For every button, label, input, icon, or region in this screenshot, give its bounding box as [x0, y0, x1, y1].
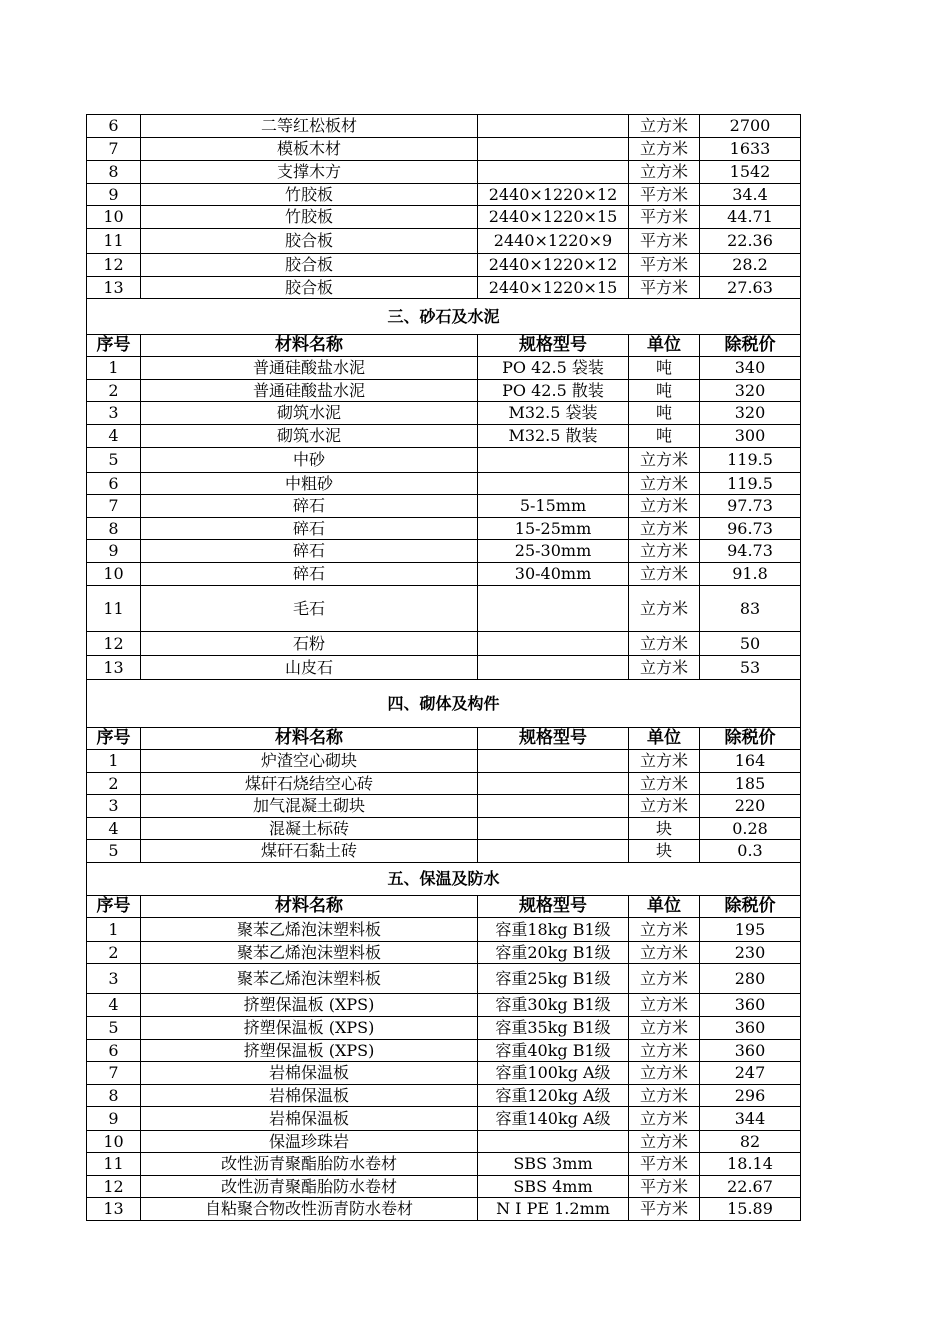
table-row: [87, 656, 801, 680]
cell-name: 岩棉保温板: [141, 1107, 478, 1131]
table-row: [87, 161, 801, 184]
cell-no: 6: [87, 473, 141, 495]
column-header-row: [87, 335, 801, 357]
cell-name: 中砂: [141, 448, 478, 473]
table-row: [87, 357, 801, 380]
table-row: [87, 229, 801, 254]
cell-price: 0.3: [700, 840, 801, 863]
cell-spec: [478, 473, 629, 495]
cell-name: 碎石: [141, 495, 478, 518]
cell-spec: 容重35kg B1级: [478, 1017, 629, 1040]
cell-unit: 平方米: [629, 1153, 700, 1176]
cell-price: 91.8: [700, 563, 801, 586]
cell-name: 胶合板: [141, 254, 478, 277]
table-row: [87, 750, 801, 773]
cell-name: 毛石: [141, 586, 478, 632]
column-header-no: 序号: [87, 335, 141, 357]
cell-no: 3: [87, 964, 141, 994]
table-row: [87, 1131, 801, 1153]
cell-name: 保温珍珠岩: [141, 1131, 478, 1153]
cell-price: 1542: [700, 161, 801, 184]
cell-price: 296: [700, 1085, 801, 1107]
cell-name: 混凝土标砖: [141, 818, 478, 840]
cell-name: 山皮石: [141, 656, 478, 680]
cell-no: 9: [87, 540, 141, 563]
cell-no: 13: [87, 656, 141, 680]
cell-no: 8: [87, 518, 141, 540]
cell-unit: 立方米: [629, 656, 700, 680]
cell-price: 360: [700, 1017, 801, 1040]
cell-name: 岩棉保温板: [141, 1085, 478, 1107]
column-header-row: [87, 896, 801, 918]
table-row: [87, 918, 801, 942]
column-header-unit: 单位: [629, 728, 700, 750]
cell-spec: 容重100kg A级: [478, 1062, 629, 1085]
cell-name: 普通硅酸盐水泥: [141, 357, 478, 380]
cell-price: 27.63: [700, 277, 801, 299]
table-row: [87, 184, 801, 206]
table-row: [87, 115, 801, 138]
table-row: [87, 473, 801, 495]
cell-name: 聚苯乙烯泡沫塑料板: [141, 964, 478, 994]
column-header-name: 材料名称: [141, 896, 478, 918]
cell-name: 改性沥青聚酯胎防水卷材: [141, 1153, 478, 1176]
cell-unit: 立方米: [629, 161, 700, 184]
cell-no: 11: [87, 586, 141, 632]
cell-no: 7: [87, 138, 141, 161]
material-price-table: [86, 114, 801, 1221]
cell-price: 247: [700, 1062, 801, 1085]
column-header-price: 除税价: [700, 335, 801, 357]
column-header-price: 除税价: [700, 728, 801, 750]
cell-no: 13: [87, 277, 141, 299]
cell-spec: 15-25mm: [478, 518, 629, 540]
section-title-row: [87, 299, 801, 335]
cell-unit: 立方米: [629, 632, 700, 656]
cell-unit: 平方米: [629, 277, 700, 299]
cell-no: 1: [87, 750, 141, 773]
cell-unit: 立方米: [629, 138, 700, 161]
cell-spec: [478, 656, 629, 680]
cell-price: 344: [700, 1107, 801, 1131]
cell-name: 挤塑保温板 (XPS): [141, 994, 478, 1017]
cell-no: 1: [87, 918, 141, 942]
cell-name: 自粘聚合物改性沥青防水卷材: [141, 1198, 478, 1221]
table-row: [87, 1153, 801, 1176]
cell-name: 碎石: [141, 518, 478, 540]
cell-spec: 25-30mm: [478, 540, 629, 563]
cell-name: 岩棉保温板: [141, 1062, 478, 1085]
table-row: [87, 942, 801, 964]
cell-no: 6: [87, 1040, 141, 1062]
table-row: [87, 402, 801, 425]
cell-name: 二等红松板材: [141, 115, 478, 138]
cell-no: 5: [87, 840, 141, 863]
cell-unit: 立方米: [629, 586, 700, 632]
cell-name: 竹胶板: [141, 184, 478, 206]
cell-unit: 立方米: [629, 1040, 700, 1062]
cell-unit: 立方米: [629, 795, 700, 818]
cell-price: 22.36: [700, 229, 801, 254]
cell-name: 砌筑水泥: [141, 425, 478, 448]
section-title: 三、砂石及水泥: [87, 299, 801, 335]
cell-unit: 平方米: [629, 1198, 700, 1221]
cell-name: 竹胶板: [141, 206, 478, 229]
table-row: [87, 773, 801, 795]
cell-spec: 30-40mm: [478, 563, 629, 586]
cell-no: 4: [87, 425, 141, 448]
cell-price: 0.28: [700, 818, 801, 840]
cell-unit: 立方米: [629, 1017, 700, 1040]
cell-price: 50: [700, 632, 801, 656]
cell-spec: [478, 840, 629, 863]
cell-unit: 平方米: [629, 1176, 700, 1198]
cell-no: 4: [87, 994, 141, 1017]
cell-unit: 块: [629, 818, 700, 840]
cell-price: 360: [700, 1040, 801, 1062]
cell-name: 模板木材: [141, 138, 478, 161]
cell-name: 支撑木方: [141, 161, 478, 184]
cell-spec: M32.5 散装: [478, 425, 629, 448]
cell-price: 220: [700, 795, 801, 818]
table-row: [87, 380, 801, 402]
cell-unit: 立方米: [629, 563, 700, 586]
column-header-name: 材料名称: [141, 728, 478, 750]
cell-spec: 容重120kg A级: [478, 1085, 629, 1107]
table-row: [87, 1040, 801, 1062]
cell-spec: PO 42.5 袋装: [478, 357, 629, 380]
table-row: [87, 818, 801, 840]
cell-price: 320: [700, 380, 801, 402]
cell-name: 碎石: [141, 563, 478, 586]
table-row: [87, 586, 801, 632]
table-row: [87, 495, 801, 518]
cell-spec: [478, 818, 629, 840]
cell-unit: 立方米: [629, 964, 700, 994]
column-header-spec: 规格型号: [478, 335, 629, 357]
cell-price: 185: [700, 773, 801, 795]
cell-no: 2: [87, 942, 141, 964]
cell-unit: 平方米: [629, 254, 700, 277]
cell-price: 119.5: [700, 473, 801, 495]
cell-name: 挤塑保温板 (XPS): [141, 1017, 478, 1040]
cell-no: 7: [87, 495, 141, 518]
column-header-spec: 规格型号: [478, 896, 629, 918]
cell-no: 2: [87, 380, 141, 402]
cell-price: 44.71: [700, 206, 801, 229]
cell-no: 10: [87, 1131, 141, 1153]
cell-unit: 吨: [629, 357, 700, 380]
cell-spec: [478, 1131, 629, 1153]
cell-price: 28.2: [700, 254, 801, 277]
cell-price: 82: [700, 1131, 801, 1153]
cell-no: 10: [87, 563, 141, 586]
cell-price: 53: [700, 656, 801, 680]
table-row: [87, 563, 801, 586]
cell-name: 普通硅酸盐水泥: [141, 380, 478, 402]
cell-name: 加气混凝土砌块: [141, 795, 478, 818]
cell-no: 2: [87, 773, 141, 795]
cell-spec: [478, 115, 629, 138]
cell-unit: 吨: [629, 380, 700, 402]
cell-unit: 立方米: [629, 473, 700, 495]
table-row: [87, 425, 801, 448]
cell-price: 96.73: [700, 518, 801, 540]
column-header-price: 除税价: [700, 896, 801, 918]
cell-spec: [478, 773, 629, 795]
cell-unit: 平方米: [629, 184, 700, 206]
cell-no: 1: [87, 357, 141, 380]
column-header-name: 材料名称: [141, 335, 478, 357]
cell-no: 8: [87, 1085, 141, 1107]
table-row: [87, 138, 801, 161]
cell-no: 7: [87, 1062, 141, 1085]
cell-unit: 吨: [629, 425, 700, 448]
cell-unit: 吨: [629, 402, 700, 425]
cell-spec: PO 42.5 散装: [478, 380, 629, 402]
cell-name: 聚苯乙烯泡沫塑料板: [141, 918, 478, 942]
cell-price: 2700: [700, 115, 801, 138]
cell-unit: 立方米: [629, 540, 700, 563]
cell-spec: [478, 448, 629, 473]
cell-no: 9: [87, 1107, 141, 1131]
cell-no: 3: [87, 402, 141, 425]
cell-no: 8: [87, 161, 141, 184]
cell-unit: 平方米: [629, 229, 700, 254]
cell-name: 炉渣空心砌块: [141, 750, 478, 773]
cell-price: 34.4: [700, 184, 801, 206]
cell-no: 12: [87, 254, 141, 277]
cell-unit: 立方米: [629, 495, 700, 518]
cell-spec: SBS 4mm: [478, 1176, 629, 1198]
cell-spec: [478, 138, 629, 161]
cell-price: 280: [700, 964, 801, 994]
cell-no: 3: [87, 795, 141, 818]
table-row: [87, 1062, 801, 1085]
cell-spec: [478, 632, 629, 656]
table-row: [87, 254, 801, 277]
table-row: [87, 795, 801, 818]
table-row: [87, 206, 801, 229]
cell-name: 煤矸石烧结空心砖: [141, 773, 478, 795]
cell-name: 挤塑保温板 (XPS): [141, 1040, 478, 1062]
cell-unit: 立方米: [629, 750, 700, 773]
table-row: [87, 540, 801, 563]
cell-name: 中粗砂: [141, 473, 478, 495]
cell-name: 砌筑水泥: [141, 402, 478, 425]
cell-unit: 立方米: [629, 918, 700, 942]
cell-spec: 2440×1220×15: [478, 277, 629, 299]
cell-spec: 容重20kg B1级: [478, 942, 629, 964]
cell-unit: 立方米: [629, 1107, 700, 1131]
cell-no: 11: [87, 1153, 141, 1176]
cell-unit: 平方米: [629, 206, 700, 229]
cell-spec: 2440×1220×12: [478, 254, 629, 277]
cell-price: 97.73: [700, 495, 801, 518]
section-title-row: [87, 863, 801, 896]
cell-no: 5: [87, 448, 141, 473]
table-row: [87, 840, 801, 863]
cell-no: 10: [87, 206, 141, 229]
cell-spec: 容重40kg B1级: [478, 1040, 629, 1062]
cell-spec: [478, 161, 629, 184]
cell-spec: [478, 750, 629, 773]
table-row: [87, 1198, 801, 1221]
cell-unit: 立方米: [629, 942, 700, 964]
cell-price: 94.73: [700, 540, 801, 563]
cell-price: 360: [700, 994, 801, 1017]
table-row: [87, 1017, 801, 1040]
cell-spec: SBS 3mm: [478, 1153, 629, 1176]
cell-no: 12: [87, 1176, 141, 1198]
cell-spec: 5-15mm: [478, 495, 629, 518]
table-row: [87, 277, 801, 299]
cell-price: 1633: [700, 138, 801, 161]
table-row: [87, 632, 801, 656]
table-row: [87, 1107, 801, 1131]
cell-spec: 容重18kg B1级: [478, 918, 629, 942]
cell-spec: 2440×1220×15: [478, 206, 629, 229]
cell-unit: 立方米: [629, 115, 700, 138]
cell-no: 5: [87, 1017, 141, 1040]
cell-price: 83: [700, 586, 801, 632]
table-row: [87, 518, 801, 540]
cell-spec: 2440×1220×12: [478, 184, 629, 206]
cell-spec: 容重25kg B1级: [478, 964, 629, 994]
table-row: [87, 994, 801, 1017]
cell-price: 195: [700, 918, 801, 942]
cell-unit: 立方米: [629, 518, 700, 540]
cell-unit: 立方米: [629, 773, 700, 795]
cell-spec: 容重30kg B1级: [478, 994, 629, 1017]
cell-spec: [478, 586, 629, 632]
cell-price: 18.14: [700, 1153, 801, 1176]
cell-spec: M32.5 袋装: [478, 402, 629, 425]
cell-name: 改性沥青聚酯胎防水卷材: [141, 1176, 478, 1198]
cell-spec: [478, 795, 629, 818]
cell-unit: 块: [629, 840, 700, 863]
cell-name: 聚苯乙烯泡沫塑料板: [141, 942, 478, 964]
table-row: [87, 448, 801, 473]
cell-name: 煤矸石黏土砖: [141, 840, 478, 863]
cell-price: 230: [700, 942, 801, 964]
column-header-spec: 规格型号: [478, 728, 629, 750]
cell-price: 15.89: [700, 1198, 801, 1221]
cell-spec: 2440×1220×9: [478, 229, 629, 254]
table-row: [87, 1085, 801, 1107]
column-header-unit: 单位: [629, 896, 700, 918]
cell-no: 6: [87, 115, 141, 138]
cell-price: 320: [700, 402, 801, 425]
section-title: 四、砌体及构件: [87, 680, 801, 728]
column-header-row: [87, 728, 801, 750]
column-header-no: 序号: [87, 728, 141, 750]
cell-name: 碎石: [141, 540, 478, 563]
cell-unit: 立方米: [629, 1062, 700, 1085]
cell-unit: 立方米: [629, 994, 700, 1017]
table-row: [87, 964, 801, 994]
cell-spec: N I PE 1.2mm: [478, 1198, 629, 1221]
cell-no: 13: [87, 1198, 141, 1221]
cell-price: 22.67: [700, 1176, 801, 1198]
cell-price: 164: [700, 750, 801, 773]
cell-name: 胶合板: [141, 277, 478, 299]
cell-unit: 立方米: [629, 1085, 700, 1107]
cell-no: 4: [87, 818, 141, 840]
table-row: [87, 1176, 801, 1198]
column-header-no: 序号: [87, 896, 141, 918]
cell-price: 300: [700, 425, 801, 448]
cell-no: 12: [87, 632, 141, 656]
cell-name: 石粉: [141, 632, 478, 656]
cell-no: 9: [87, 184, 141, 206]
cell-no: 11: [87, 229, 141, 254]
cell-unit: 立方米: [629, 448, 700, 473]
cell-unit: 立方米: [629, 1131, 700, 1153]
cell-price: 340: [700, 357, 801, 380]
section-title: 五、保温及防水: [87, 863, 801, 896]
cell-spec: 容重140kg A级: [478, 1107, 629, 1131]
section-title-row: [87, 680, 801, 728]
column-header-unit: 单位: [629, 335, 700, 357]
cell-price: 119.5: [700, 448, 801, 473]
cell-name: 胶合板: [141, 229, 478, 254]
